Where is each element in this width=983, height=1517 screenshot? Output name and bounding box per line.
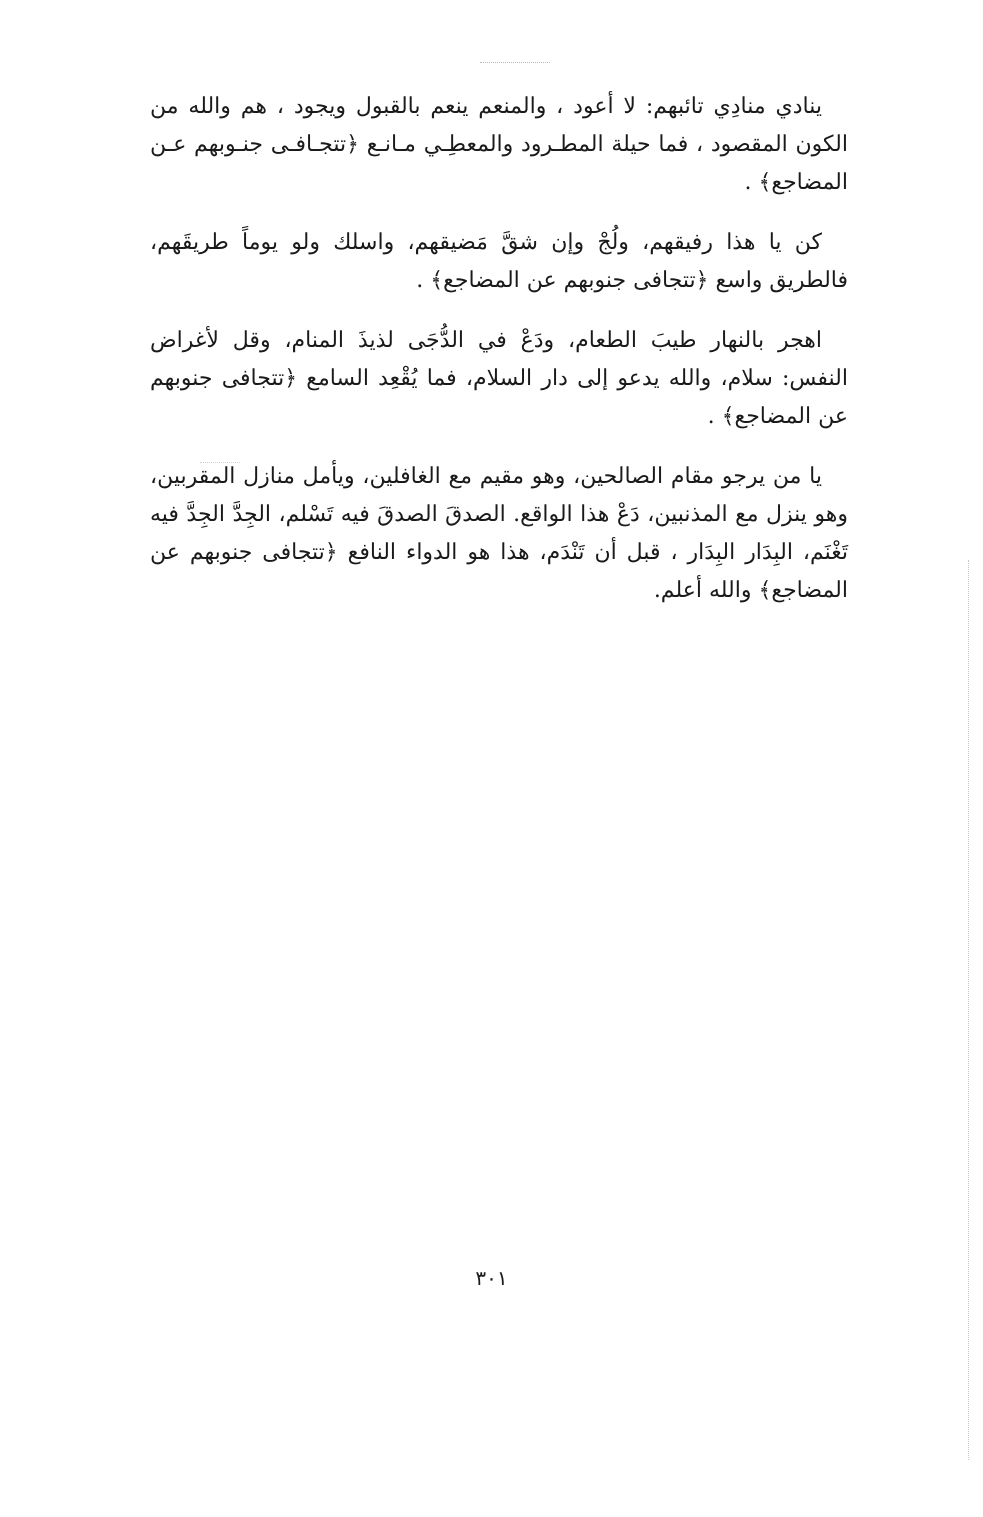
paragraph-4: يا من يرجو مقام الصالحين، وهو مقيم مع الغافلين، ويأمل منازل المقربين، وهو ينزل مع المذنبين، دَعْ هذا الواقع. الصدقَ الصدقَ فيه تَسْلم، الجِدَّ الجِدَّ فيه تَغْنَم، البِدَار البِدَار ، قبل أن تَنْدَم، هذا هو الدواء النافع ﴿تتجافى جنوبهم عن المضاجع﴾ والله أعلم. bbox=[150, 464, 848, 603]
scan-artifact bbox=[480, 62, 550, 63]
body-text bbox=[150, 88, 848, 632]
page-number: ٣٠١ bbox=[475, 1266, 508, 1290]
paragraph-3: اهجر بالنهار طيبَ الطعام، ودَعْ في الدُّجَى لذيذَ المنام، وقل لأغراض النفس: سلام، والله يدعو إلى دار السلام، فما يُقْعِد السامع ﴿تتجافى جنوبهم عن المضاجع﴾ . bbox=[150, 328, 848, 429]
paragraph-1: ينادي منادِي تائبهم: لا أعود ، والمنعم ينعم بالقبول ويجود ، هم والله من الكون المقصود ، فما حيلة المطـرود والمعطِـي مـانـع ﴿تتجـافـى جنـوبهم عـن المضاجع﴾ . bbox=[150, 94, 848, 195]
scan-edge bbox=[968, 560, 969, 1460]
paragraph-2: كن يا هذا رفيقهم، ولُجْ وإن شقَّ مَضيقهم، واسلك ولو يوماً طريقَهم، فالطريق واسع ﴿تتجافى جنوبهم عن المضاجع﴾ . bbox=[150, 230, 848, 293]
